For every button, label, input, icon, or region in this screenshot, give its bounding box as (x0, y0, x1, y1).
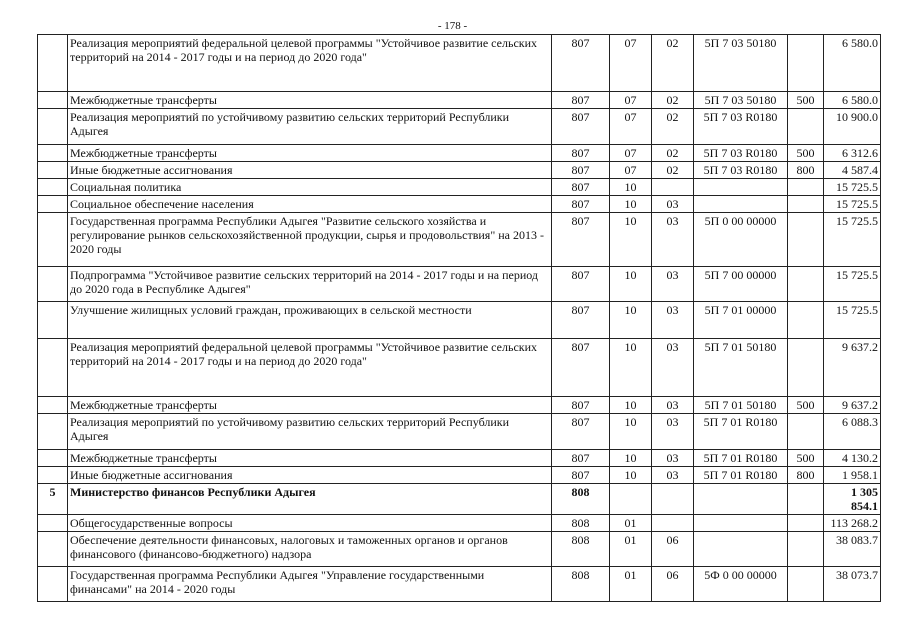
section-code-cell: 10 (610, 179, 652, 196)
row-number-cell (38, 414, 68, 450)
ministry-code-cell: 807 (552, 267, 610, 302)
table-row (38, 515, 881, 532)
target-article-cell (694, 515, 788, 532)
target-article-cell (694, 196, 788, 213)
amount-cell: 9 637.2 (824, 397, 881, 414)
section-code-cell (610, 484, 652, 515)
target-article-cell: 5П 7 03 R0180 (694, 109, 788, 145)
section-code-cell: 07 (610, 162, 652, 179)
section-code-cell: 10 (610, 196, 652, 213)
ministry-code-cell: 807 (552, 467, 610, 484)
table-row (38, 35, 881, 92)
ministry-code-cell: 807 (552, 213, 610, 267)
subsection-code-cell: 02 (652, 109, 694, 145)
amount-cell: 1 958.1 (824, 467, 881, 484)
ministry-code-cell: 808 (552, 567, 610, 602)
subsection-code-cell: 02 (652, 145, 694, 162)
section-code-cell: 07 (610, 35, 652, 92)
expense-type-cell: 800 (788, 162, 824, 179)
subsection-code-cell: 03 (652, 339, 694, 397)
ministry-code-cell: 808 (552, 532, 610, 567)
table-row (38, 450, 881, 467)
table-row (38, 567, 881, 602)
amount-cell: 4 587.4 (824, 162, 881, 179)
subsection-code-cell: 02 (652, 35, 694, 92)
amount-cell: 6 088.3 (824, 414, 881, 450)
section-code-cell: 01 (610, 532, 652, 567)
expense-type-cell (788, 567, 824, 602)
ministry-code-cell: 807 (552, 145, 610, 162)
section-code-cell: 10 (610, 339, 652, 397)
section-code-cell: 07 (610, 109, 652, 145)
section-code-cell: 07 (610, 145, 652, 162)
target-article-cell: 5П 7 01 50180 (694, 339, 788, 397)
target-article-cell: 5П 7 00 00000 (694, 267, 788, 302)
section-code-cell: 01 (610, 567, 652, 602)
subsection-code-cell (652, 484, 694, 515)
table-row (38, 162, 881, 179)
subsection-code-cell (652, 179, 694, 196)
item-name-cell: Государственная программа Республики Адыгея "Развитие сельского хозяйства и регулирование рынков сельскохозяйственной продукции, сырья и продовольствия" на 2013 - 2020 годы (68, 213, 552, 267)
expense-type-cell (788, 339, 824, 397)
row-number-cell (38, 532, 68, 567)
subsection-code-cell: 02 (652, 92, 694, 109)
amount-cell: 15 725.5 (824, 213, 881, 267)
table-row (38, 196, 881, 213)
amount-cell: 9 637.2 (824, 339, 881, 397)
ministry-code-cell: 807 (552, 302, 610, 339)
item-name-cell: Иные бюджетные ассигнования (68, 162, 552, 179)
ministry-code-cell: 807 (552, 162, 610, 179)
target-article-cell (694, 484, 788, 515)
row-number-cell (38, 267, 68, 302)
ministry-code-cell: 807 (552, 92, 610, 109)
expense-type-cell (788, 35, 824, 92)
row-number-cell (38, 196, 68, 213)
amount-cell: 6 580.0 (824, 35, 881, 92)
table-row (38, 532, 881, 567)
amount-cell: 4 130.2 (824, 450, 881, 467)
table-body (38, 35, 881, 602)
subsection-code-cell: 03 (652, 450, 694, 467)
target-article-cell (694, 179, 788, 196)
section-code-cell: 10 (610, 414, 652, 450)
expense-type-cell: 500 (788, 397, 824, 414)
target-article-cell: 5П 7 01 R0180 (694, 467, 788, 484)
row-number-cell (38, 109, 68, 145)
target-article-cell: 5П 7 03 50180 (694, 35, 788, 92)
expense-type-cell: 500 (788, 145, 824, 162)
expense-type-cell (788, 414, 824, 450)
item-name-cell: Реализация мероприятий федеральной целевой программы "Устойчивое развитие сельских территорий на 2014 - 2017 годы и на период до 2020 года" (68, 35, 552, 92)
amount-cell: 38 073.7 (824, 567, 881, 602)
item-name-cell: Социальная политика (68, 179, 552, 196)
target-article-cell: 5П 7 01 50180 (694, 397, 788, 414)
item-name-cell: Общегосударственные вопросы (68, 515, 552, 532)
subsection-code-cell: 06 (652, 532, 694, 567)
budget-table (37, 34, 881, 602)
row-number-cell (38, 450, 68, 467)
expense-type-cell (788, 267, 824, 302)
subsection-code-cell: 03 (652, 267, 694, 302)
amount-cell: 38 083.7 (824, 532, 881, 567)
item-name-cell: Межбюджетные трансферты (68, 92, 552, 109)
item-name-cell: Улучшение жилищных условий граждан, проживающих в сельской местности (68, 302, 552, 339)
row-number-cell (38, 213, 68, 267)
expense-type-cell (788, 532, 824, 567)
table-row (38, 339, 881, 397)
amount-cell: 15 725.5 (824, 267, 881, 302)
section-code-cell: 07 (610, 92, 652, 109)
row-number-cell: 5 (38, 484, 68, 515)
expense-type-cell (788, 515, 824, 532)
item-name-cell: Иные бюджетные ассигнования (68, 467, 552, 484)
subsection-code-cell: 03 (652, 414, 694, 450)
ministry-code-cell: 807 (552, 397, 610, 414)
section-code-cell: 10 (610, 302, 652, 339)
item-name-cell: Министерство финансов Республики Адыгея (68, 484, 552, 515)
expense-type-cell (788, 213, 824, 267)
target-article-cell: 5П 7 03 50180 (694, 92, 788, 109)
table-row (38, 414, 881, 450)
row-number-cell (38, 145, 68, 162)
ministry-code-cell: 807 (552, 450, 610, 467)
section-code-cell: 10 (610, 213, 652, 267)
item-name-cell: Подпрограмма "Устойчивое развитие сельских территорий на 2014 - 2017 годы и на период до 2020 года в Республике Адыгея" (68, 267, 552, 302)
item-name-cell: Государственная программа Республики Адыгея "Управление государственными финансами" на 2014 - 2020 годы (68, 567, 552, 602)
table-row (38, 267, 881, 302)
subsection-code-cell: 03 (652, 397, 694, 414)
item-name-cell: Социальное обеспечение населения (68, 196, 552, 213)
subsection-code-cell: 03 (652, 196, 694, 213)
target-article-cell: 5П 7 03 R0180 (694, 145, 788, 162)
expense-type-cell: 500 (788, 92, 824, 109)
ministry-code-cell: 807 (552, 196, 610, 213)
target-article-cell (694, 532, 788, 567)
section-code-cell: 01 (610, 515, 652, 532)
table-row (38, 484, 881, 515)
row-number-cell (38, 397, 68, 414)
subsection-code-cell: 06 (652, 567, 694, 602)
table-row (38, 179, 881, 196)
subsection-code-cell (652, 515, 694, 532)
table-row (38, 92, 881, 109)
ministry-code-cell: 807 (552, 109, 610, 145)
row-number-cell (38, 567, 68, 602)
table-row (38, 213, 881, 267)
item-name-cell: Реализация мероприятий федеральной целевой программы "Устойчивое развитие сельских территорий на 2014 - 2017 годы и на период до 2020 года" (68, 339, 552, 397)
amount-cell: 1 305 854.1 (824, 484, 881, 515)
row-number-cell (38, 467, 68, 484)
target-article-cell: 5П 0 00 00000 (694, 213, 788, 267)
expense-type-cell: 500 (788, 450, 824, 467)
row-number-cell (38, 179, 68, 196)
item-name-cell: Межбюджетные трансферты (68, 450, 552, 467)
amount-cell: 10 900.0 (824, 109, 881, 145)
target-article-cell: 5П 7 01 R0180 (694, 450, 788, 467)
section-code-cell: 10 (610, 450, 652, 467)
expense-type-cell: 800 (788, 467, 824, 484)
target-article-cell: 5П 7 03 R0180 (694, 162, 788, 179)
item-name-cell: Обеспечение деятельности финансовых, налоговых и таможенных органов и органов финансового (финансово-бюджетного) надзора (68, 532, 552, 567)
row-number-cell (38, 302, 68, 339)
expense-type-cell (788, 109, 824, 145)
row-number-cell (38, 339, 68, 397)
expense-type-cell (788, 179, 824, 196)
row-number-cell (38, 35, 68, 92)
subsection-code-cell: 03 (652, 467, 694, 484)
row-number-cell (38, 515, 68, 532)
subsection-code-cell: 03 (652, 213, 694, 267)
subsection-code-cell: 02 (652, 162, 694, 179)
ministry-code-cell: 807 (552, 35, 610, 92)
expense-type-cell (788, 302, 824, 339)
amount-cell: 6 580.0 (824, 92, 881, 109)
amount-cell: 6 312.6 (824, 145, 881, 162)
item-name-cell: Реализация мероприятий по устойчивому развитию сельских территорий Республики Адыгея (68, 109, 552, 145)
amount-cell: 15 725.5 (824, 302, 881, 339)
amount-cell: 113 268.2 (824, 515, 881, 532)
target-article-cell: 5П 7 01 00000 (694, 302, 788, 339)
table-row (38, 302, 881, 339)
row-number-cell (38, 92, 68, 109)
page-number: - 178 - (437, 20, 468, 32)
ministry-code-cell: 807 (552, 339, 610, 397)
item-name-cell: Межбюджетные трансферты (68, 145, 552, 162)
item-name-cell: Реализация мероприятий по устойчивому развитию сельских территорий Республики Адыгея (68, 414, 552, 450)
ministry-code-cell: 807 (552, 179, 610, 196)
table-row (38, 109, 881, 145)
target-article-cell: 5П 7 01 R0180 (694, 414, 788, 450)
row-number-cell (38, 162, 68, 179)
table-row (38, 145, 881, 162)
section-code-cell: 10 (610, 397, 652, 414)
ministry-code-cell: 807 (552, 414, 610, 450)
amount-cell: 15 725.5 (824, 179, 881, 196)
expense-type-cell (788, 484, 824, 515)
item-name-cell: Межбюджетные трансферты (68, 397, 552, 414)
section-code-cell: 10 (610, 467, 652, 484)
ministry-code-cell: 808 (552, 484, 610, 515)
table-row (38, 397, 881, 414)
subsection-code-cell: 03 (652, 302, 694, 339)
table-row (38, 467, 881, 484)
expense-type-cell (788, 196, 824, 213)
amount-cell: 15 725.5 (824, 196, 881, 213)
target-article-cell: 5Ф 0 00 00000 (694, 567, 788, 602)
ministry-code-cell: 808 (552, 515, 610, 532)
section-code-cell: 10 (610, 267, 652, 302)
